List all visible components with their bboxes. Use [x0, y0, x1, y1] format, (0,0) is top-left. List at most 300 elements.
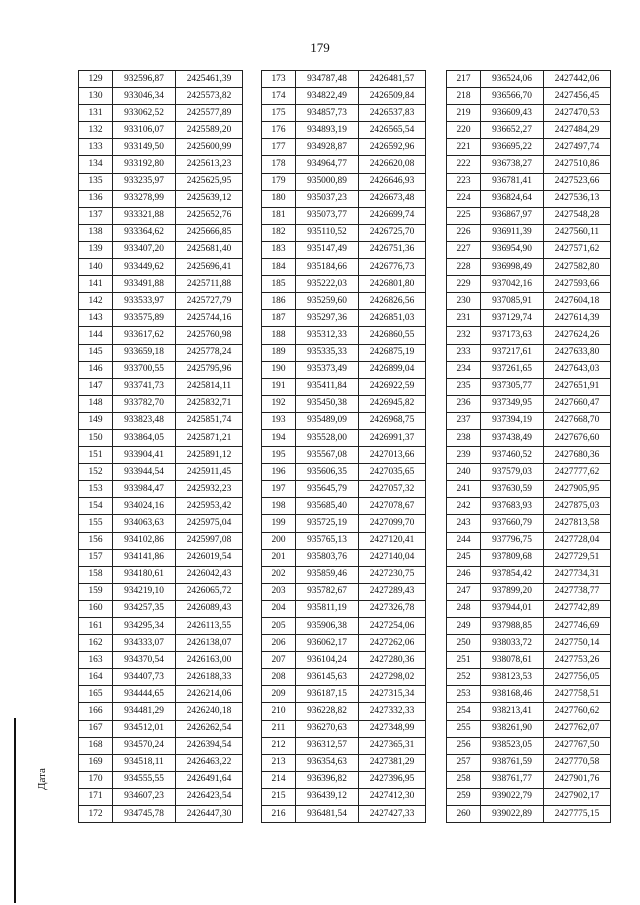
x-coordinate-cell: 936104,24: [296, 652, 359, 669]
point-number-cell: 212: [262, 737, 296, 754]
x-coordinate-cell: 936954,90: [481, 241, 544, 258]
point-number-cell: 165: [79, 686, 113, 703]
x-coordinate-cell: 937899,20: [481, 583, 544, 600]
table-row: [447, 447, 611, 464]
table-row: [447, 566, 611, 583]
point-number-cell: 131: [79, 105, 113, 122]
point-number-cell: 193: [262, 412, 296, 429]
point-number-cell: 161: [79, 618, 113, 635]
point-number-cell: 150: [79, 429, 113, 446]
point-number-cell: 197: [262, 481, 296, 498]
table-row: [447, 429, 611, 446]
table-row: [79, 429, 243, 446]
point-number-cell: 181: [262, 207, 296, 224]
table-row: [79, 720, 243, 737]
y-coordinate-cell: 2426565,54: [359, 122, 426, 139]
margin-bar: [14, 718, 16, 903]
table-row: [262, 395, 426, 412]
x-coordinate-cell: 933278,99: [113, 190, 176, 207]
point-number-cell: 220: [447, 122, 481, 139]
point-number-cell: 202: [262, 566, 296, 583]
y-coordinate-cell: 2427057,32: [359, 481, 426, 498]
y-coordinate-cell: 2426447,30: [176, 806, 243, 823]
y-coordinate-cell: 2427775,15: [544, 806, 611, 823]
table-row: [79, 788, 243, 805]
point-number-cell: 248: [447, 600, 481, 617]
x-coordinate-cell: 935297,36: [296, 310, 359, 327]
y-coordinate-cell: 2426240,18: [176, 703, 243, 720]
point-number-cell: 222: [447, 156, 481, 173]
table-row: [79, 447, 243, 464]
y-coordinate-cell: 2427298,02: [359, 669, 426, 686]
table-row: [79, 771, 243, 788]
y-coordinate-cell: 2426801,80: [359, 276, 426, 293]
y-coordinate-cell: 2427442,06: [544, 71, 611, 88]
table-row: [262, 361, 426, 378]
y-coordinate-cell: 2427348,99: [359, 720, 426, 737]
y-coordinate-cell: 2427120,41: [359, 532, 426, 549]
table-row: [447, 788, 611, 805]
x-coordinate-cell: 938261,90: [481, 720, 544, 737]
y-coordinate-cell: 2427729,51: [544, 549, 611, 566]
x-coordinate-cell: 938033,72: [481, 635, 544, 652]
point-number-cell: 194: [262, 429, 296, 446]
point-number-cell: 182: [262, 224, 296, 241]
point-number-cell: 185: [262, 276, 296, 293]
table-row: [262, 293, 426, 310]
x-coordinate-cell: 937305,77: [481, 378, 544, 395]
table-row: [262, 173, 426, 190]
x-coordinate-cell: 936609,43: [481, 105, 544, 122]
table-row: [262, 720, 426, 737]
table-row: [447, 515, 611, 532]
table-row: [79, 241, 243, 258]
y-coordinate-cell: 2425911,45: [176, 464, 243, 481]
y-coordinate-cell: 2427548,28: [544, 207, 611, 224]
x-coordinate-cell: 933106,07: [113, 122, 176, 139]
point-number-cell: 253: [447, 686, 481, 703]
y-coordinate-cell: 2427738,77: [544, 583, 611, 600]
y-coordinate-cell: 2426592,96: [359, 139, 426, 156]
table-row: [79, 327, 243, 344]
point-number-cell: 251: [447, 652, 481, 669]
point-number-cell: 206: [262, 635, 296, 652]
y-coordinate-cell: 2427230,75: [359, 566, 426, 583]
x-coordinate-cell: 935782,67: [296, 583, 359, 600]
point-number-cell: 191: [262, 378, 296, 395]
y-coordinate-cell: 2426875,19: [359, 344, 426, 361]
table-row: [447, 344, 611, 361]
table-row: [79, 703, 243, 720]
table-row: [262, 669, 426, 686]
x-coordinate-cell: 935811,19: [296, 600, 359, 617]
point-number-cell: 134: [79, 156, 113, 173]
x-coordinate-cell: 936566,70: [481, 88, 544, 105]
y-coordinate-cell: 2425666,85: [176, 224, 243, 241]
y-coordinate-cell: 2425711,88: [176, 276, 243, 293]
table-row: [79, 635, 243, 652]
x-coordinate-cell: 937579,03: [481, 464, 544, 481]
x-coordinate-cell: 935000,89: [296, 173, 359, 190]
point-number-cell: 244: [447, 532, 481, 549]
table-row: [262, 600, 426, 617]
x-coordinate-cell: 935765,13: [296, 532, 359, 549]
x-coordinate-cell: 935489,09: [296, 412, 359, 429]
point-number-cell: 260: [447, 806, 481, 823]
x-coordinate-cell: 935645,79: [296, 481, 359, 498]
table-row: [262, 122, 426, 139]
point-number-cell: 160: [79, 600, 113, 617]
x-coordinate-cell: 933192,80: [113, 156, 176, 173]
point-number-cell: 174: [262, 88, 296, 105]
y-coordinate-cell: 2426646,93: [359, 173, 426, 190]
point-number-cell: 208: [262, 669, 296, 686]
point-number-cell: 176: [262, 122, 296, 139]
table-row: [79, 532, 243, 549]
point-number-cell: 139: [79, 241, 113, 258]
table-row: [262, 481, 426, 498]
point-number-cell: 238: [447, 429, 481, 446]
point-number-cell: 199: [262, 515, 296, 532]
y-coordinate-cell: 2427099,70: [359, 515, 426, 532]
point-number-cell: 183: [262, 241, 296, 258]
y-coordinate-cell: 2426968,75: [359, 412, 426, 429]
table-row: [262, 806, 426, 823]
y-coordinate-cell: 2427497,74: [544, 139, 611, 156]
x-coordinate-cell: 938213,41: [481, 703, 544, 720]
x-coordinate-cell: 934180,61: [113, 566, 176, 583]
point-number-cell: 152: [79, 464, 113, 481]
table-row: [447, 395, 611, 412]
y-coordinate-cell: 2427676,60: [544, 429, 611, 446]
x-coordinate-cell: 933407,20: [113, 241, 176, 258]
x-coordinate-cell: 936145,63: [296, 669, 359, 686]
x-coordinate-cell: 933823,48: [113, 412, 176, 429]
y-coordinate-cell: 2426826,56: [359, 293, 426, 310]
table-row: [79, 498, 243, 515]
table-row: [262, 464, 426, 481]
point-number-cell: 166: [79, 703, 113, 720]
y-coordinate-cell: 2427643,03: [544, 361, 611, 378]
table-row: [262, 207, 426, 224]
table-row: [447, 310, 611, 327]
coordinate-table-1: [78, 70, 243, 823]
y-coordinate-cell: 2425975,04: [176, 515, 243, 532]
table-row: [79, 395, 243, 412]
y-coordinate-cell: 2427396,95: [359, 771, 426, 788]
table-row: [79, 105, 243, 122]
table-row: [262, 156, 426, 173]
y-coordinate-cell: 2425891,12: [176, 447, 243, 464]
point-number-cell: 148: [79, 395, 113, 412]
point-number-cell: 219: [447, 105, 481, 122]
point-number-cell: 241: [447, 481, 481, 498]
point-number-cell: 259: [447, 788, 481, 805]
table-row: [262, 412, 426, 429]
table-row: [79, 310, 243, 327]
table-row: [262, 276, 426, 293]
x-coordinate-cell: 935147,49: [296, 241, 359, 258]
table-row: [262, 310, 426, 327]
x-coordinate-cell: 937438,49: [481, 429, 544, 446]
y-coordinate-cell: 2426620,08: [359, 156, 426, 173]
x-coordinate-cell: 934481,29: [113, 703, 176, 720]
table-row: [447, 173, 611, 190]
y-coordinate-cell: 2426509,84: [359, 88, 426, 105]
x-coordinate-cell: 936354,63: [296, 754, 359, 771]
y-coordinate-cell: 2425577,89: [176, 105, 243, 122]
table-row: [79, 71, 243, 88]
point-number-cell: 133: [79, 139, 113, 156]
y-coordinate-cell: 2426537,83: [359, 105, 426, 122]
y-coordinate-cell: 2426860,55: [359, 327, 426, 344]
point-number-cell: 256: [447, 737, 481, 754]
table-row: [262, 703, 426, 720]
point-number-cell: 169: [79, 754, 113, 771]
x-coordinate-cell: 934893,19: [296, 122, 359, 139]
x-coordinate-cell: 934518,11: [113, 754, 176, 771]
table-row: [262, 447, 426, 464]
point-number-cell: 177: [262, 139, 296, 156]
table-row: [447, 720, 611, 737]
x-coordinate-cell: 933062,52: [113, 105, 176, 122]
y-coordinate-cell: 2426163,00: [176, 652, 243, 669]
y-coordinate-cell: 2426188,33: [176, 669, 243, 686]
x-coordinate-cell: 934570,24: [113, 737, 176, 754]
point-number-cell: 163: [79, 652, 113, 669]
x-coordinate-cell: 933575,89: [113, 310, 176, 327]
table-row: [447, 771, 611, 788]
y-coordinate-cell: 2426699,74: [359, 207, 426, 224]
x-coordinate-cell: 939022,79: [481, 788, 544, 805]
point-number-cell: 184: [262, 259, 296, 276]
point-number-cell: 216: [262, 806, 296, 823]
y-coordinate-cell: 2425681,40: [176, 241, 243, 258]
point-number-cell: 189: [262, 344, 296, 361]
x-coordinate-cell: 939022,89: [481, 806, 544, 823]
x-coordinate-cell: 937394,19: [481, 412, 544, 429]
x-coordinate-cell: 937460,52: [481, 447, 544, 464]
y-coordinate-cell: 2427770,58: [544, 754, 611, 771]
y-coordinate-cell: 2427571,62: [544, 241, 611, 258]
point-number-cell: 136: [79, 190, 113, 207]
table-row: [447, 703, 611, 720]
y-coordinate-cell: 2427680,36: [544, 447, 611, 464]
table-row: [447, 618, 611, 635]
point-number-cell: 249: [447, 618, 481, 635]
table-row: [447, 498, 611, 515]
y-coordinate-cell: 2425953,42: [176, 498, 243, 515]
y-coordinate-cell: 2425851,74: [176, 412, 243, 429]
x-coordinate-cell: 933904,41: [113, 447, 176, 464]
y-coordinate-cell: 2427078,67: [359, 498, 426, 515]
table-row: [79, 549, 243, 566]
x-coordinate-cell: 935606,35: [296, 464, 359, 481]
y-coordinate-cell: 2427280,36: [359, 652, 426, 669]
table-row: [262, 241, 426, 258]
point-number-cell: 186: [262, 293, 296, 310]
table-row: [447, 71, 611, 88]
y-coordinate-cell: 2427742,89: [544, 600, 611, 617]
y-coordinate-cell: 2426922,59: [359, 378, 426, 395]
y-coordinate-cell: 2425461,39: [176, 71, 243, 88]
point-number-cell: 247: [447, 583, 481, 600]
y-coordinate-cell: 2427326,78: [359, 600, 426, 617]
point-number-cell: 232: [447, 327, 481, 344]
table-row: [262, 105, 426, 122]
y-coordinate-cell: 2425696,41: [176, 259, 243, 276]
x-coordinate-cell: 936439,12: [296, 788, 359, 805]
table-row: [262, 327, 426, 344]
margin-label: Дата: [36, 768, 48, 790]
x-coordinate-cell: 936998,49: [481, 259, 544, 276]
table-row: [79, 378, 243, 395]
y-coordinate-cell: 2427901,76: [544, 771, 611, 788]
x-coordinate-cell: 933782,70: [113, 395, 176, 412]
table-row: [262, 429, 426, 446]
y-coordinate-cell: 2426851,03: [359, 310, 426, 327]
point-number-cell: 255: [447, 720, 481, 737]
point-number-cell: 204: [262, 600, 296, 617]
y-coordinate-cell: 2427262,06: [359, 635, 426, 652]
x-coordinate-cell: 936396,82: [296, 771, 359, 788]
point-number-cell: 141: [79, 276, 113, 293]
point-number-cell: 143: [79, 310, 113, 327]
table-row: [447, 259, 611, 276]
x-coordinate-cell: 933046,34: [113, 88, 176, 105]
x-coordinate-cell: 936062,17: [296, 635, 359, 652]
x-coordinate-cell: 935110,52: [296, 224, 359, 241]
x-coordinate-cell: 937042,16: [481, 276, 544, 293]
table-row: [447, 669, 611, 686]
table-row: [447, 635, 611, 652]
x-coordinate-cell: 935184,66: [296, 259, 359, 276]
x-coordinate-cell: 934964,77: [296, 156, 359, 173]
table-row: [262, 583, 426, 600]
x-coordinate-cell: 935335,33: [296, 344, 359, 361]
y-coordinate-cell: 2427315,34: [359, 686, 426, 703]
y-coordinate-cell: 2427902,17: [544, 788, 611, 805]
x-coordinate-cell: 934444,65: [113, 686, 176, 703]
y-coordinate-cell: 2426673,48: [359, 190, 426, 207]
table-row: [262, 344, 426, 361]
point-number-cell: 209: [262, 686, 296, 703]
point-number-cell: 175: [262, 105, 296, 122]
x-coordinate-cell: 936738,27: [481, 156, 544, 173]
x-coordinate-cell: 935222,03: [296, 276, 359, 293]
table-row: [447, 361, 611, 378]
point-number-cell: 135: [79, 173, 113, 190]
y-coordinate-cell: 2426138,07: [176, 635, 243, 652]
point-number-cell: 231: [447, 310, 481, 327]
y-coordinate-cell: 2425795,96: [176, 361, 243, 378]
point-number-cell: 198: [262, 498, 296, 515]
point-number-cell: 228: [447, 259, 481, 276]
table-row: [262, 88, 426, 105]
x-coordinate-cell: 934928,87: [296, 139, 359, 156]
table-row: [262, 771, 426, 788]
x-coordinate-cell: 933449,62: [113, 259, 176, 276]
point-number-cell: 145: [79, 344, 113, 361]
y-coordinate-cell: 2427381,29: [359, 754, 426, 771]
point-number-cell: 234: [447, 361, 481, 378]
y-coordinate-cell: 2425625,95: [176, 173, 243, 190]
y-coordinate-cell: 2427254,06: [359, 618, 426, 635]
x-coordinate-cell: 933944,54: [113, 464, 176, 481]
x-coordinate-cell: 935803,76: [296, 549, 359, 566]
table-row: [262, 190, 426, 207]
point-number-cell: 138: [79, 224, 113, 241]
point-number-cell: 245: [447, 549, 481, 566]
point-number-cell: 230: [447, 293, 481, 310]
x-coordinate-cell: 933984,47: [113, 481, 176, 498]
point-number-cell: 168: [79, 737, 113, 754]
x-coordinate-cell: 935450,38: [296, 395, 359, 412]
point-number-cell: 149: [79, 412, 113, 429]
point-number-cell: 242: [447, 498, 481, 515]
point-number-cell: 252: [447, 669, 481, 686]
point-number-cell: 190: [262, 361, 296, 378]
x-coordinate-cell: 932596,87: [113, 71, 176, 88]
y-coordinate-cell: 2425727,79: [176, 293, 243, 310]
x-coordinate-cell: 934102,86: [113, 532, 176, 549]
y-coordinate-cell: 2427035,65: [359, 464, 426, 481]
table-row: [262, 139, 426, 156]
x-coordinate-cell: 934295,34: [113, 618, 176, 635]
point-number-cell: 146: [79, 361, 113, 378]
x-coordinate-cell: 938123,53: [481, 669, 544, 686]
y-coordinate-cell: 2427756,05: [544, 669, 611, 686]
point-number-cell: 170: [79, 771, 113, 788]
y-coordinate-cell: 2426751,36: [359, 241, 426, 258]
point-number-cell: 178: [262, 156, 296, 173]
y-coordinate-cell: 2426776,73: [359, 259, 426, 276]
y-coordinate-cell: 2425997,08: [176, 532, 243, 549]
x-coordinate-cell: 938078,61: [481, 652, 544, 669]
table-row: [447, 806, 611, 823]
table-row: [79, 669, 243, 686]
y-coordinate-cell: 2426262,54: [176, 720, 243, 737]
table-row: [262, 498, 426, 515]
table-row: [79, 190, 243, 207]
x-coordinate-cell: 935859,46: [296, 566, 359, 583]
y-coordinate-cell: 2426019,54: [176, 549, 243, 566]
table-row: [79, 600, 243, 617]
table-row: [79, 737, 243, 754]
y-coordinate-cell: 2426394,54: [176, 737, 243, 754]
point-number-cell: 140: [79, 259, 113, 276]
table-row: [79, 686, 243, 703]
point-number-cell: 217: [447, 71, 481, 88]
point-number-cell: 179: [262, 173, 296, 190]
x-coordinate-cell: 935685,40: [296, 498, 359, 515]
x-coordinate-cell: 934257,35: [113, 600, 176, 617]
point-number-cell: 254: [447, 703, 481, 720]
x-coordinate-cell: 935373,49: [296, 361, 359, 378]
x-coordinate-cell: 935528,00: [296, 429, 359, 446]
table-row: [79, 88, 243, 105]
table-row: [447, 207, 611, 224]
table-row: [262, 737, 426, 754]
point-number-cell: 250: [447, 635, 481, 652]
y-coordinate-cell: 2426945,82: [359, 395, 426, 412]
x-coordinate-cell: 933491,88: [113, 276, 176, 293]
x-coordinate-cell: 936228,82: [296, 703, 359, 720]
y-coordinate-cell: 2427905,95: [544, 481, 611, 498]
x-coordinate-cell: 937796,75: [481, 532, 544, 549]
point-number-cell: 226: [447, 224, 481, 241]
point-number-cell: 172: [79, 806, 113, 823]
